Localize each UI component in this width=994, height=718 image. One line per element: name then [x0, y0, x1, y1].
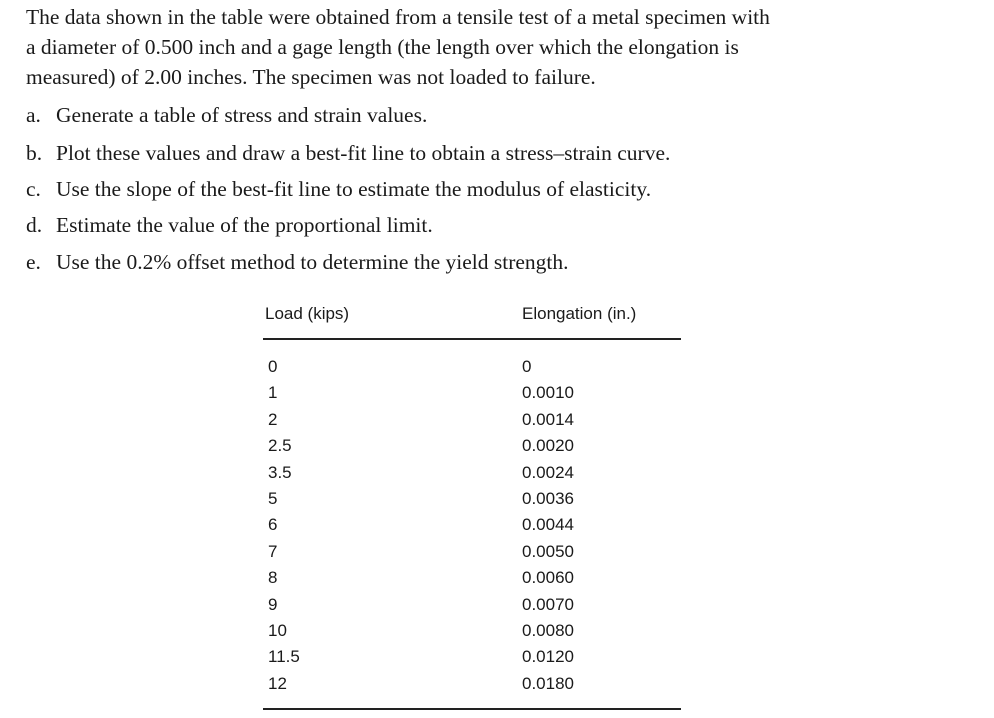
table-row	[263, 618, 681, 644]
table-row	[263, 565, 681, 591]
table-row	[263, 407, 681, 433]
intro-line-3: measured) of 2.00 inches. The specimen was not loaded to failure.	[26, 65, 596, 89]
elongation-cell: 0.0120	[522, 647, 574, 667]
part-e	[26, 250, 569, 275]
part-b	[26, 141, 670, 166]
table-body	[263, 354, 681, 697]
load-cell: 0	[268, 357, 278, 376]
elongation-cell: 0.0024	[522, 462, 574, 482]
load-cell: 11.5	[268, 647, 300, 667]
part-c-letter: c.	[26, 177, 41, 201]
table-top-rule	[263, 338, 681, 340]
part-e-letter: e.	[26, 250, 41, 274]
elongation-cell: 0.0010	[522, 383, 574, 403]
problem-intro	[26, 2, 986, 92]
part-a	[26, 103, 427, 128]
load-cell: 10	[268, 620, 287, 640]
part-d	[26, 213, 433, 238]
elongation-cell: 0.0080	[522, 620, 574, 640]
table-row	[263, 486, 681, 512]
load-cell: 6	[268, 515, 278, 535]
table-row	[263, 539, 681, 565]
table-row	[263, 380, 681, 406]
table-header	[263, 300, 681, 336]
load-cell: 12	[268, 673, 287, 693]
load-cell: 8	[268, 568, 278, 588]
table-row	[263, 512, 681, 538]
part-a-letter: a.	[26, 103, 41, 127]
load-cell: 7	[268, 541, 278, 561]
table-row	[263, 460, 681, 486]
part-e-text: Use the 0.2% offset method to determine the yield strength.	[56, 250, 569, 274]
elongation-cell: 0.0014	[522, 409, 574, 429]
load-cell: 3.5	[268, 462, 292, 482]
table-row	[263, 433, 681, 459]
data-table	[263, 300, 681, 693]
part-c-text: Use the slope of the best-fit line to estimate the modulus of elasticity.	[56, 177, 652, 201]
part-d-text: Estimate the value of the proportional limit.	[56, 213, 433, 237]
table-row	[263, 644, 681, 670]
part-d-letter: d.	[26, 213, 43, 237]
elongation-cell: 0.0036	[522, 488, 574, 508]
elongation-cell: 0.0050	[522, 541, 574, 561]
part-b-letter: b.	[26, 141, 43, 165]
elongation-cell: 0.0070	[522, 594, 574, 614]
part-b-text: Plot these values and draw a best-fit line to obtain a stress–strain curve.	[56, 141, 671, 165]
table-row	[263, 354, 681, 380]
load-cell: 2.5	[268, 436, 292, 456]
problem-statement	[26, 2, 986, 92]
intro-line-2: a diameter of 0.500 inch and a gage length (the length over which the elongation is	[26, 35, 739, 59]
part-c	[26, 177, 651, 202]
load-cell: 9	[268, 594, 278, 614]
load-cell: 5	[268, 488, 278, 508]
elongation-cell: 0.0044	[522, 515, 574, 535]
header-load: Load (kips)	[265, 304, 350, 323]
elongation-cell: 0.0020	[522, 436, 574, 456]
part-a-text: Generate a table of stress and strain values.	[56, 103, 428, 127]
load-cell: 2	[268, 409, 278, 429]
load-cell: 1	[268, 383, 278, 403]
header-elongation: Elongation (in.)	[522, 304, 637, 323]
table-bottom-rule	[263, 708, 681, 710]
elongation-cell: 0.0060	[522, 568, 574, 588]
elongation-cell: 0	[522, 357, 532, 376]
intro-line-1: The data shown in the table were obtained from a tensile test of a metal specimen with	[26, 5, 770, 29]
table-row	[263, 592, 681, 618]
elongation-cell: 0.0180	[522, 673, 574, 693]
table-row	[263, 671, 681, 697]
